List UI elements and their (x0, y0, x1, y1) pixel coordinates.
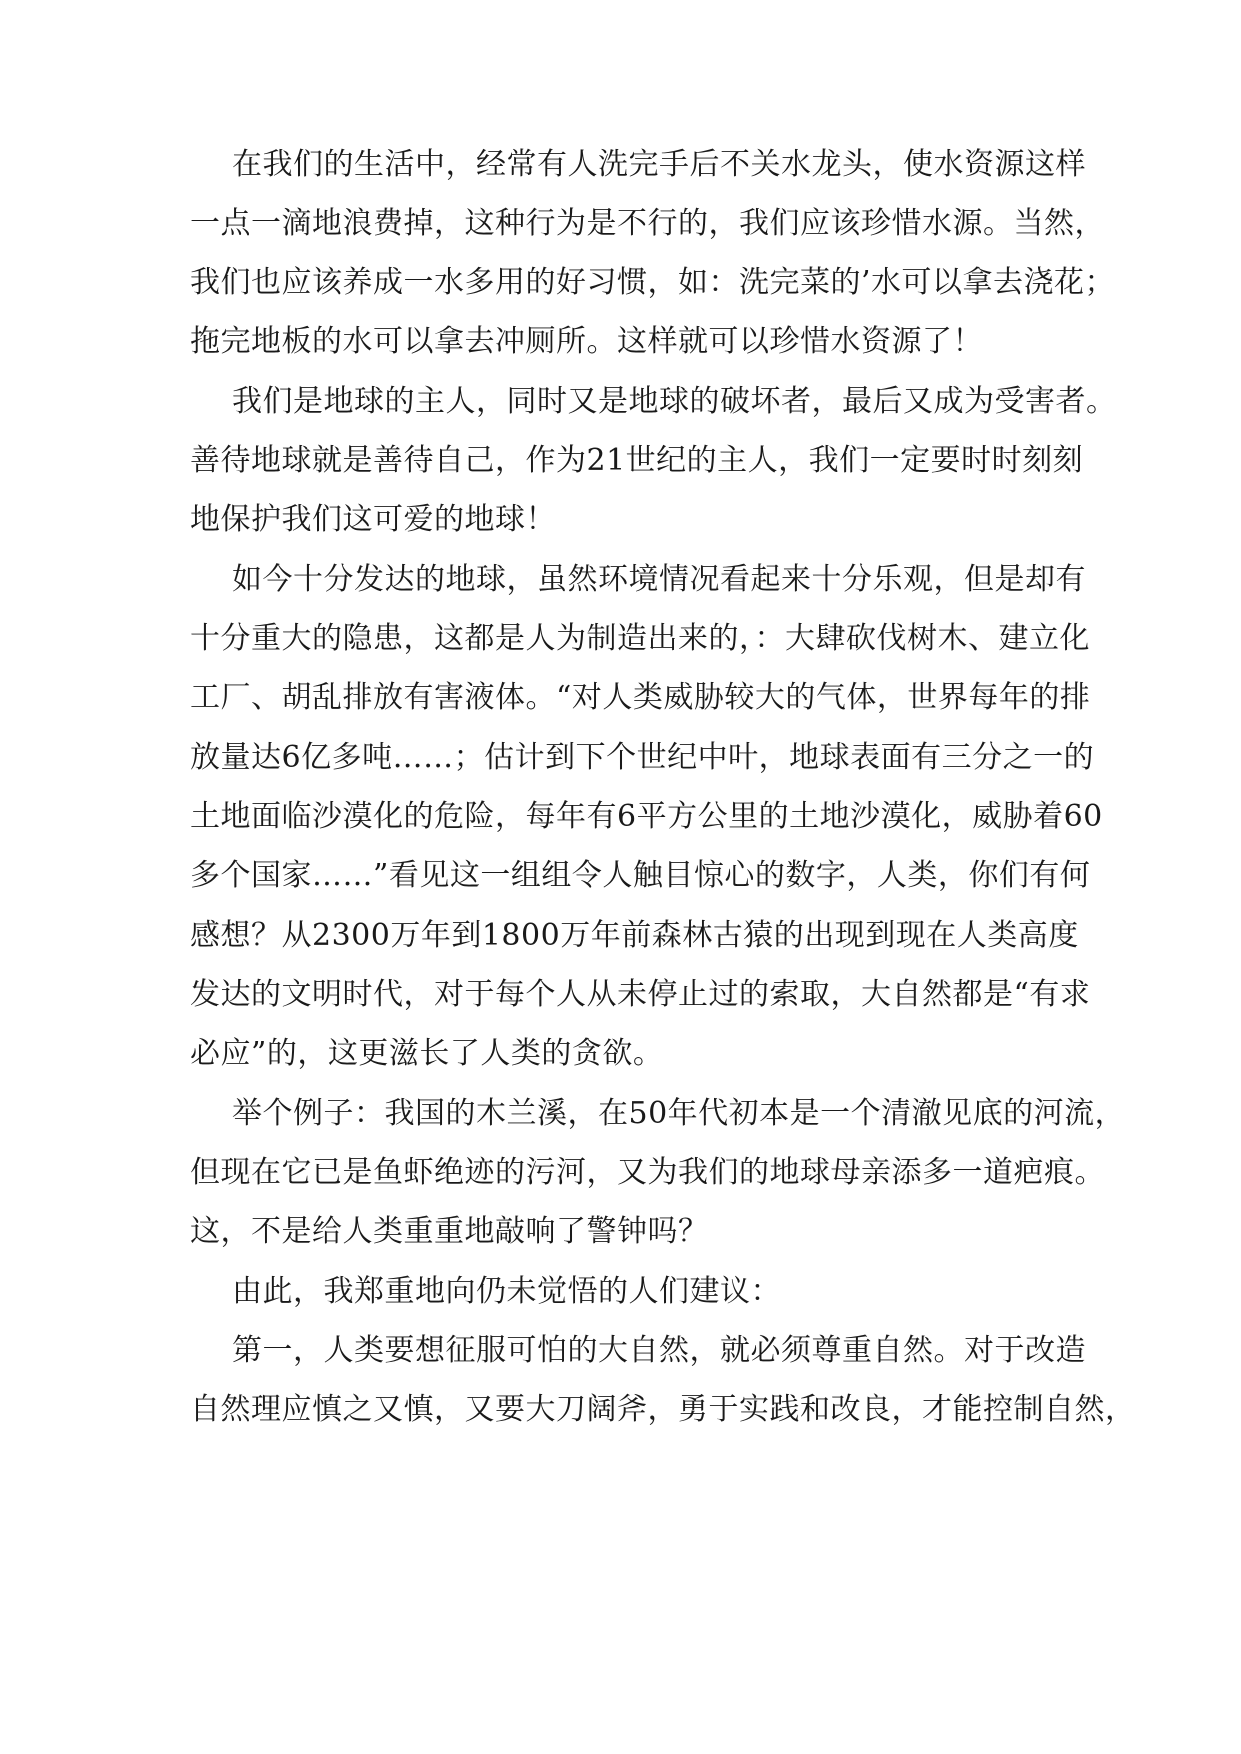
text-line: 十分重大的隐患，这都是人为制造出来的，：大肆砍伐树木、建立化 (190, 621, 1090, 656)
text-line: 拖完地板的水可以拿去冲厕所。这样就可以珍惜水资源了！ (190, 324, 983, 359)
text-line: 工厂、胡乱排放有害液体。“对人类威胁较大的气体，世界每年的排 (190, 680, 1091, 715)
text-line: 自然理应慎之又慎，又要大刀阔斧，勇于实践和改良，才能控制自然， (190, 1392, 1136, 1427)
text-line: 我们也应该养成一水多用的好习惯，如：洗完菜的’水可以拿去浇花； (190, 265, 1116, 300)
text-line: 在我们的生活中，经常有人洗完手后不关水龙头，使水资源这样 (232, 147, 1086, 182)
text-line: 善待地球就是善待自己，作为21世纪的主人，我们一定要时时刻刻 (190, 443, 1084, 478)
text-line: 举个例子：我国的木兰溪，在50年代初本是一个清澈见底的河流， (232, 1096, 1126, 1131)
text-line: 由此，我郑重地向仍未觉悟的人们建议： (232, 1274, 781, 1309)
text-line: 一点一滴地浪费掉，这种行为是不行的，我们应该珍惜水源。当然， (190, 206, 1105, 241)
text-line: 放量达6亿多吨……；估计到下个世纪中叶，地球表面有三分之一的 (190, 740, 1095, 775)
text-line: 土地面临沙漠化的危险，每年有6平方公里的土地沙漠化，威胁着60 (190, 799, 1103, 834)
text-line: 但现在它已是鱼虾绝迹的污河，又为我们的地球母亲添多一道疤痕。 (190, 1155, 1105, 1190)
text-line: 第一，人类要想征服可怕的大自然，就必须尊重自然。对于改造 (232, 1333, 1086, 1368)
text-line: 发达的文明时代，对于每个人从未停止过的索取，大自然都是“有求 (190, 977, 1091, 1012)
text-line: 必应”的，这更滋长了人类的贪欲。 (190, 1036, 664, 1071)
text-line: 这，不是给人类重重地敲响了警钟吗？ (190, 1214, 709, 1249)
text-line: 如今十分发达的地球，虽然环境情况看起来十分乐观，但是却有 (232, 562, 1086, 597)
text-line: 我们是地球的主人，同时又是地球的破坏者，最后又成为受害者。 (232, 384, 1117, 419)
text-line: 多个国家……”看见这一组组令人触目惊心的数字，人类，你们有何 (190, 858, 1091, 893)
text-line: 感想？从2300万年到1800万年前森林古猿的出现到现在人类高度 (190, 918, 1079, 953)
text-line: 地保护我们这可爱的地球！ (190, 502, 556, 537)
